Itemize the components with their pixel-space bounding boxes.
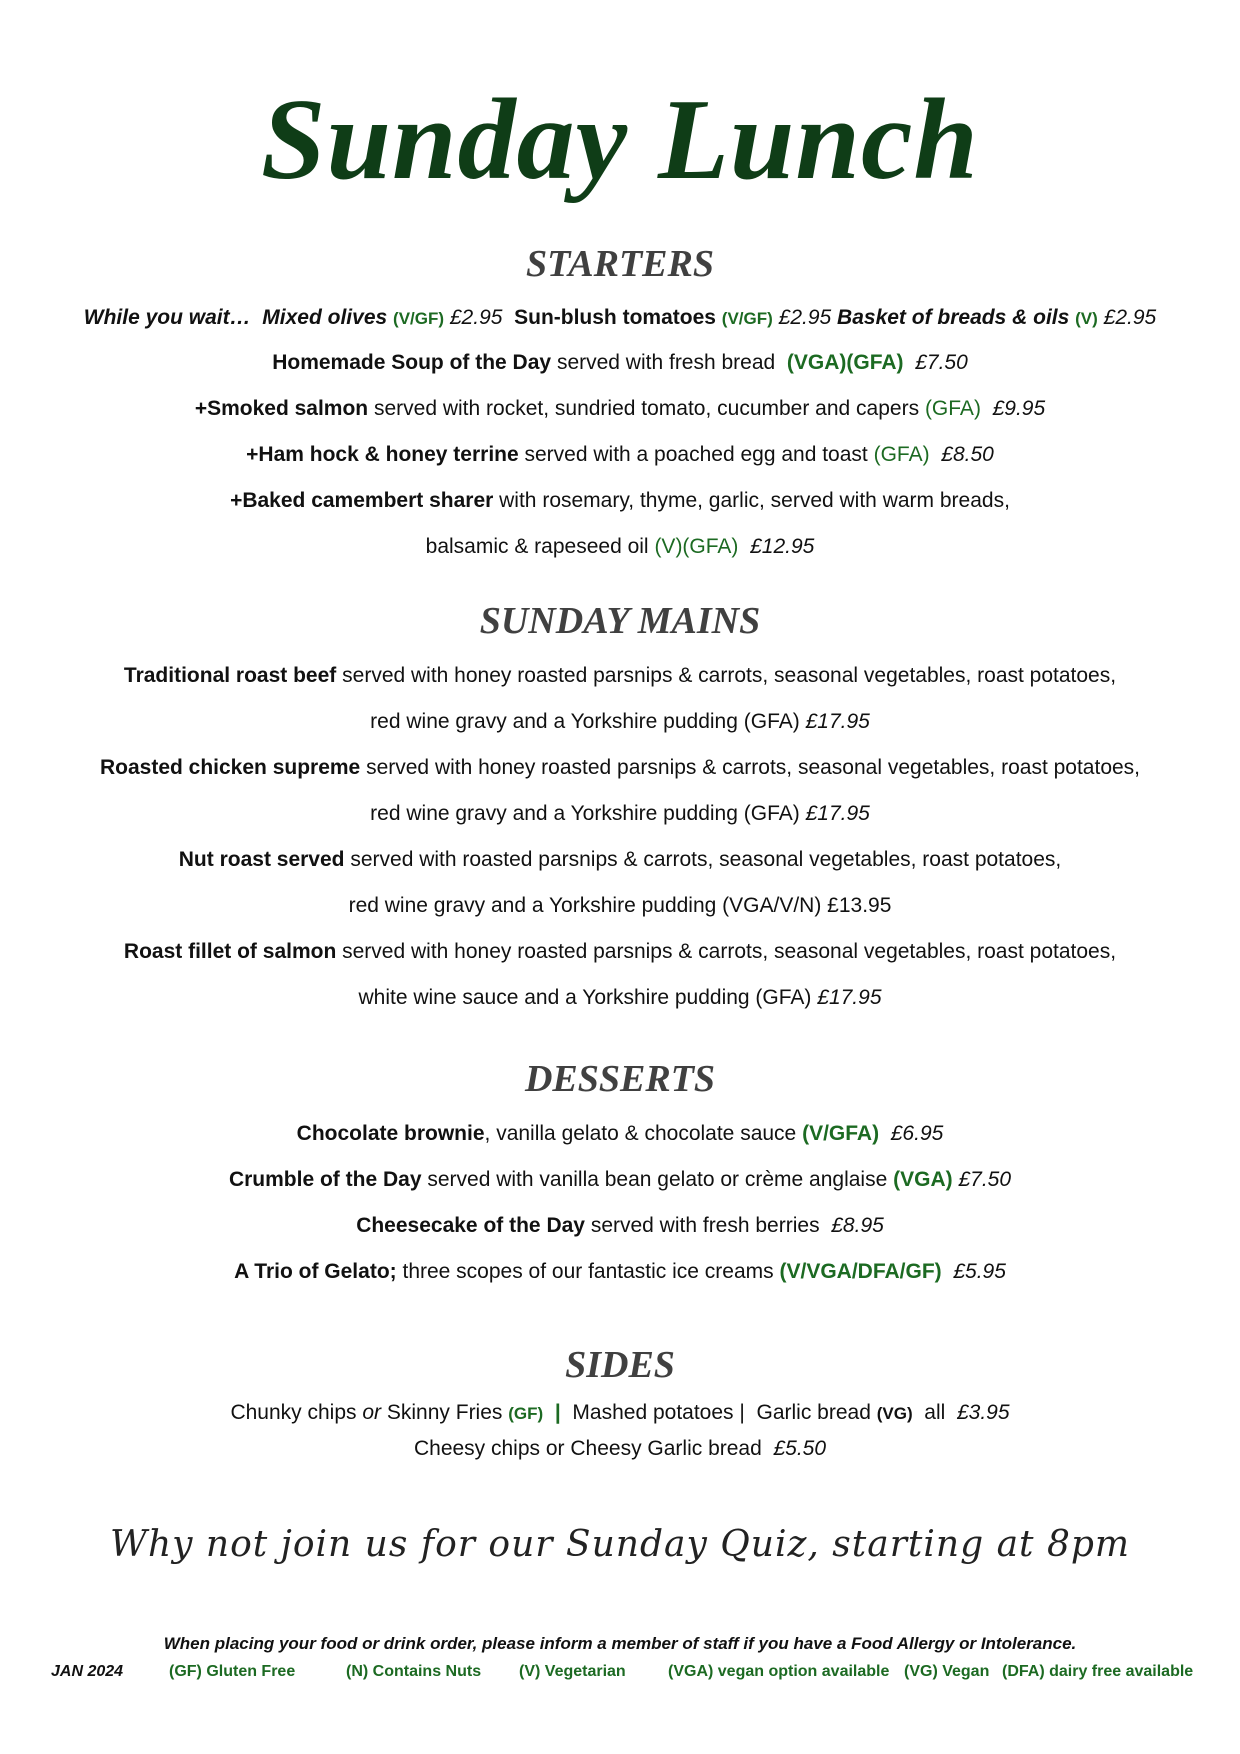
beef-name: Traditional roast beef <box>123 664 337 687</box>
gelato-name: A Trio of Gelato; <box>234 1260 397 1283</box>
desserts-heading: DESSERTS <box>524 1058 716 1100</box>
salmon-fillet-name: Roast fillet of salmon <box>123 940 337 963</box>
brownie-tag: (V/GFA) <box>802 1122 880 1145</box>
brownie-name: Chocolate brownie <box>296 1122 485 1145</box>
olives-tag: (V/GF) <box>393 309 445 328</box>
camembert-desc2: balsamic & rapeseed oil <box>425 535 649 558</box>
olives-name: Mixed olives <box>262 306 388 329</box>
crumble-price: £7.50 <box>958 1168 1012 1191</box>
chicken-item <box>0 756 1240 780</box>
sides-line-2 <box>0 1437 1240 1461</box>
sides-or: or <box>362 1401 382 1424</box>
smoked-salmon-name: +Smoked salmon <box>194 397 369 420</box>
beef-item-cont <box>0 710 1240 734</box>
gelato-item <box>0 1260 1240 1284</box>
soup-name: Homemade Soup of the Day <box>272 351 552 374</box>
legend-dfa: (DFA) dairy free available <box>1002 1663 1194 1680</box>
legend-v: (V) Vegetarian <box>519 1663 626 1680</box>
terrine-tag: (GFA) <box>873 443 930 466</box>
smoked-salmon-tag: (GFA) <box>924 397 981 420</box>
skinny-fries-tag: (GF) <box>508 1404 544 1423</box>
nut-roast-desc2: red wine gravy and a Yorkshire pudding (VGA/V/N) £13.95 <box>348 894 892 917</box>
starters-heading: STARTERS <box>526 243 714 285</box>
gelato-tag: (V/VGA/DFA/GF) <box>779 1260 942 1283</box>
camembert-name: +Baked camembert sharer <box>230 489 494 512</box>
tomatoes-name: Sun-blush tomatoes <box>514 306 716 329</box>
camembert-desc: with rosemary, thyme, garlic, served with warm breads, <box>499 489 1010 512</box>
chicken-item-cont <box>0 802 1240 826</box>
smoked-salmon-desc: served with rocket, sundried tomato, cucumber and capers <box>373 397 920 420</box>
cheesecake-item <box>0 1214 1240 1238</box>
allergy-notice: When placing your food or drink order, please inform a member of staff if you have a Food Allergy or Intolerance. <box>163 1634 1077 1653</box>
terrine-item <box>0 443 1240 467</box>
menu-title: Sunday Lunch <box>261 76 979 204</box>
beef-desc: served with honey roasted parsnips & carrots, seasonal vegetables, roast potatoes, <box>342 664 1117 687</box>
soup-desc: served with fresh bread <box>556 351 776 374</box>
nut-roast-item <box>0 848 1240 872</box>
legend-gf: (GF) Gluten Free <box>169 1663 296 1680</box>
crumble-name: Crumble of the Day <box>228 1168 422 1191</box>
salmon-fillet-item-cont <box>0 986 1240 1010</box>
terrine-price: £8.50 <box>941 443 994 466</box>
sides-separator: | <box>554 1401 561 1424</box>
nut-roast-name: Nut roast served <box>178 848 345 871</box>
brownie-item <box>0 1122 1240 1146</box>
chicken-desc2: red wine gravy and a Yorkshire pudding (GFA) <box>370 802 800 825</box>
sides-all: all <box>924 1401 946 1424</box>
sides-heading: SIDES <box>565 1344 675 1386</box>
breads-name: Basket of breads & oils <box>837 306 1070 329</box>
garlic-bread-tag: (VG) <box>876 1404 913 1423</box>
while-you-wait-line <box>0 306 1240 330</box>
chicken-desc: served with honey roasted parsnips & carrots, seasonal vegetables, roast potatoes, <box>366 756 1141 779</box>
sides-price: £3.95 <box>956 1401 1010 1424</box>
crumble-tag: (VGA) <box>893 1168 953 1191</box>
tomatoes-tag: (V/GF) <box>721 309 773 328</box>
garlic-bread: Garlic bread <box>756 1401 871 1424</box>
brownie-price: £6.95 <box>890 1122 944 1145</box>
camembert-tag: (V)(GFA) <box>654 535 739 558</box>
cheesecake-price: £8.95 <box>831 1214 884 1237</box>
legend-vg: (VG) Vegan <box>904 1663 990 1680</box>
crumble-desc: served with vanilla bean gelato or crème anglaise <box>427 1168 888 1191</box>
smoked-salmon-price: £9.95 <box>992 397 1046 420</box>
while-you-wait-intro: While you wait… <box>83 306 251 329</box>
cheesy-price: £5.50 <box>773 1437 827 1460</box>
camembert-price: £12.95 <box>750 535 815 558</box>
soup-price: £7.50 <box>915 351 968 374</box>
beef-price: £17.95 <box>805 710 870 733</box>
cheesecake-name: Cheesecake of the Day <box>356 1214 585 1237</box>
terrine-name: +Ham hock & honey terrine <box>246 443 519 466</box>
salmon-fillet-item <box>0 940 1240 964</box>
olives-price: £2.95 <box>449 306 503 329</box>
menu-date: JAN 2024 <box>51 1663 124 1680</box>
skinny-fries: Skinny Fries <box>386 1401 503 1424</box>
legend-vga: (VGA) vegan option available <box>668 1663 890 1680</box>
nut-roast-item-cont <box>0 894 1240 918</box>
camembert-item <box>0 489 1240 513</box>
smoked-salmon-item <box>0 397 1240 421</box>
chunky-chips: Chunky chips <box>230 1401 357 1424</box>
legend-n: (N) Contains Nuts <box>346 1663 482 1680</box>
chicken-name: Roasted chicken supreme <box>99 756 361 779</box>
cheesecake-desc: served with fresh berries <box>590 1214 820 1237</box>
salmon-fillet-price: £17.95 <box>817 986 882 1009</box>
mashed-potatoes: Mashed potatoes | <box>572 1401 745 1424</box>
brownie-desc: , vanilla gelato & chocolate sauce <box>484 1122 797 1145</box>
sides-line-1 <box>0 1401 1240 1425</box>
terrine-desc: served with a poached egg and toast <box>524 443 868 466</box>
breads-tag: (V) <box>1075 309 1098 328</box>
nut-roast-desc: served with roasted parsnips & carrots, seasonal vegetables, roast potatoes, <box>350 848 1062 871</box>
gelato-desc: three scopes of our fantastic ice creams <box>402 1260 774 1283</box>
cheesy-sides: Cheesy chips or Cheesy Garlic bread <box>413 1437 762 1460</box>
chicken-price: £17.95 <box>805 802 870 825</box>
soup-item <box>0 351 1240 375</box>
salmon-fillet-desc2: white wine sauce and a Yorkshire pudding (GFA) <box>358 986 812 1009</box>
gelato-price: £5.95 <box>953 1260 1006 1283</box>
mains-heading: SUNDAY MAINS <box>479 600 761 642</box>
beef-desc2: red wine gravy and a Yorkshire pudding (GFA) <box>370 710 800 733</box>
tomatoes-price: £2.95 <box>778 306 832 329</box>
camembert-item-cont <box>0 535 1240 559</box>
quiz-promo: Why not join us for our Sunday Quiz, starting at 8pm <box>109 1524 1131 1565</box>
crumble-item <box>0 1168 1240 1192</box>
soup-tag: (VGA)(GFA) <box>786 351 904 374</box>
breads-price: £2.95 <box>1103 306 1157 329</box>
beef-item <box>0 664 1240 688</box>
salmon-fillet-desc: served with honey roasted parsnips & carrots, seasonal vegetables, roast potatoes, <box>342 940 1117 963</box>
